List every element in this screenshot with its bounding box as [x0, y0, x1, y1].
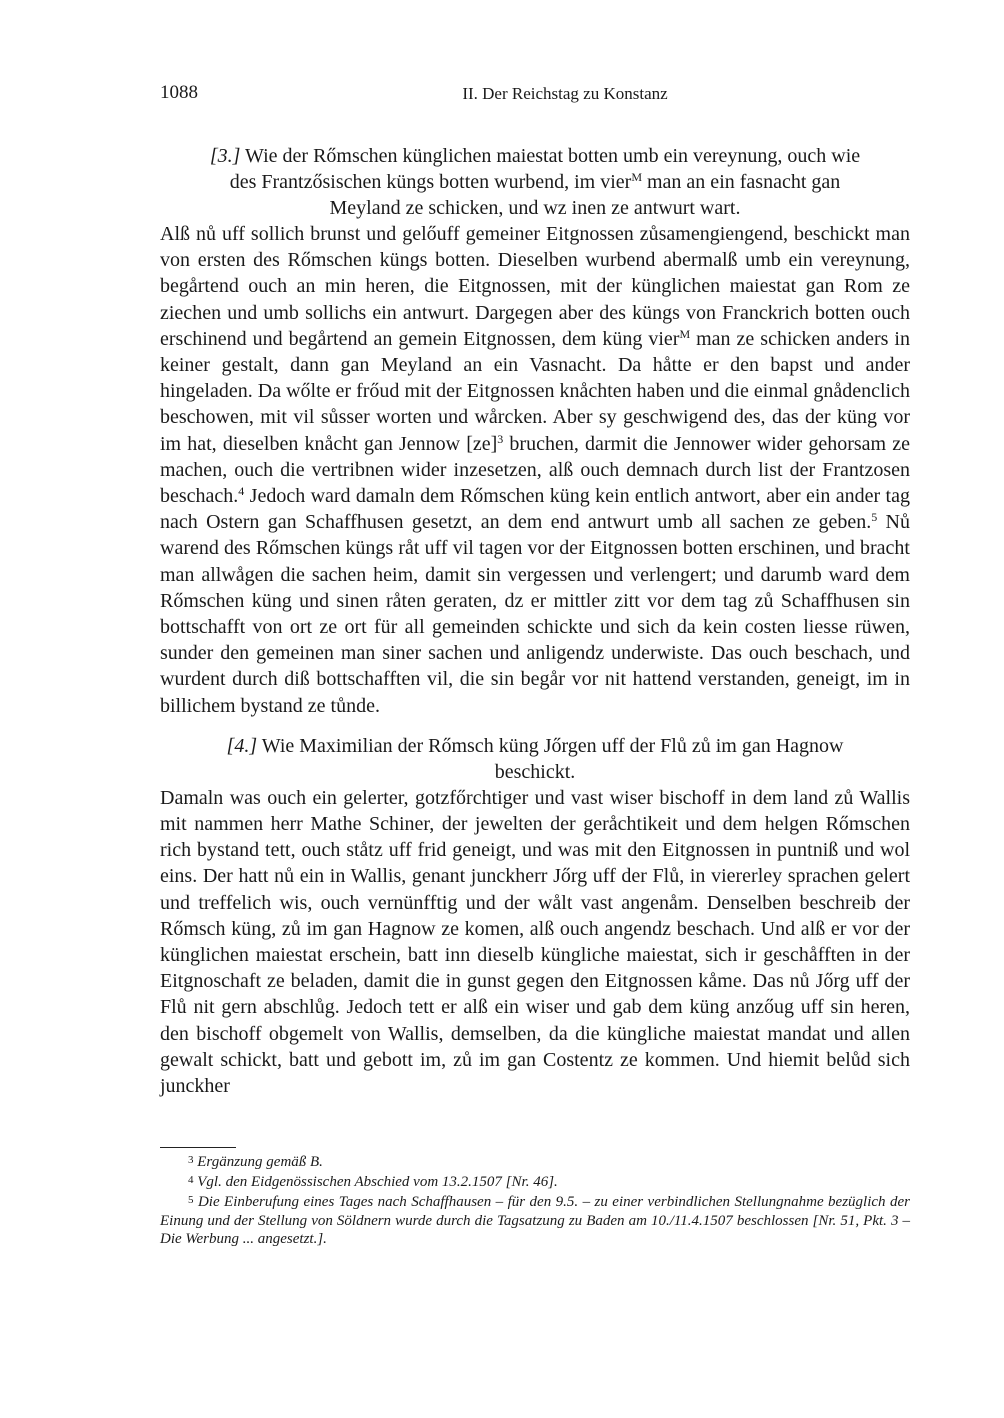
paragraph-text: man ze schicken anders in keiner gestalt, dann gan Meyland an ein Vasnacht. Da håtte er den bapst und ander hingeladen. Da wőlte er frőud mit der Eitgnossen knåchten haben und die einmal gnådenclich beschowen, mit vil sůsser worten und wårcken. Aber sy geschwigend des, das der küng vor im hat, dieselben knåcht gan Jennow [ze]: [160, 327, 910, 455]
footnote-text: Die Einberufung eines Tages nach Schaffhausen – für den 9.5. – zu einer verbindlichen Stellungnahme bezüglich der Einung und der Stellung von Söldnern wurde durch die Tagsatzung zu Baden am 10./11.4.1507 beschlossen [Nr. 51, Pkt. 3 – Die Werbung ... angesetzt.].: [160, 1194, 910, 1247]
footnote: [160, 1191, 910, 1248]
section-number: [4.]: [226, 734, 258, 757]
page-header: [160, 82, 910, 108]
section-gap: [160, 719, 910, 733]
footnote-ref: 5: [871, 510, 878, 525]
footnotes: [160, 1151, 910, 1248]
footnote-rule: [160, 1147, 236, 1148]
page-number: 1088: [160, 82, 198, 103]
section-paragraph-4: Damaln was ouch ein gelerter, gotzfőrchtiger und vast wiser bischoff in dem land zů Wallis mit nammen herr Mathe Schiner, der jewelten der geråchtikeit und dem helgen Rőmschen rich bystand tett, ouch ståtz uff frid geneigt, und was mit den Eitgnossen in puntniß und wol eins. Der hatt nů ein in Wallis, genant junckherr Jőrg uff der Flů, in viererley sprachen gelert und treffelich wis, ouch vernünfftig und der wålt vast angenåm. Denselben beschreib der Rőmsch küng, zů im gan Hagnow ze komen, alß ouch angendz beschach. Und alß er vor der künglichen maiestat erschein, batt inn dieselb küngliche maiestat, sich ir geschåfften in der Eitgnoschaft ze beladen, damit die in gunst gegen den Eitgnossen kåme. Das nů Jőrg uff der Flů nit gern abschlůg. Jedoch tett er alß ein wiser und gab dem küng anzőug uff sin heren, den bischoff obgemelt von Wallis, demselben, da die küngliche maiestat mandat und allen gewalt schickt, batt und gebott im, zů im gan Costentz ze kommen. Und hiemit belůd sich junckher: [160, 786, 910, 1098]
footnote-ref: 4: [238, 484, 245, 499]
footnote-ref: 3: [497, 431, 504, 446]
section-number: [3.]: [209, 145, 241, 167]
main-text: [160, 143, 910, 1099]
section-heading-4: [160, 733, 910, 785]
paragraph-text: bruchen, darmit die Jennower wider gehorsam ze machen, ouch die vertribnen wider inzesetzen, alß ouch demnach durch list der Frantzosen beschach.: [160, 432, 910, 508]
heading-text: Wie Maximilian der Rőmsch küng Jőrgen uff der Flů zů im gan Hagnow beschickt.: [257, 734, 844, 783]
footnote: [160, 1151, 910, 1171]
footnote-text: Ergänzung gemäß B.: [193, 1154, 323, 1170]
footnote-number: 4: [188, 1174, 194, 1187]
section-paragraph-3: [160, 221, 910, 719]
heading-text: man an ein fasnacht gan Meyland ze schicken, und wz inen ze antwurt wart.: [329, 171, 841, 219]
footnote: [160, 1171, 910, 1191]
paragraph-text: Nů warend des Rőmschen küngs råt uff vil tagen vor der Eitgnossen botten erschinen, und bracht man allwågen die sachen heim, damit sin vergessen und verlengert; und darumb ward dem Rőmschen küng und sinen råten geraten, dz er mittler zitt vor dem tag zů Schaffhusen sin bottschafft von ort ze ort für all gemeinden schickte und sich da kein costen liesse rüwen, sunder den gemeinen man siner sachen und anligendz underwiste. Das ouch beschach, und wurdent durch diß bottschafften vil, die sin begår vor nit hattend verstanden, geneigt, im in billichem bystand ze tůnde.: [160, 511, 910, 717]
heading-text: Wie der Rőmschen künglichen maiestat botten umb ein vereynung, ouch wie des Frantzősischen küngs botten wurbend, im vier: [229, 145, 861, 193]
footnote-number: 5: [188, 1194, 194, 1207]
paragraph-text: Alß nů uff sollich brunst und gelőuff gemeiner Eitgnossen zůsamengiengend, beschickt man von ersten des Rőmschen küngs botten. Dieselben wurbend abermalß umb ein vereynung, begårtend ouch an min heren, die Eitgnossen, mit der künglichen maiestat gan Rom ze ziechen und umb sollichs ein antwurt. Dargegen aber des küngs von Franckrich botten ouch erschinend und begårtend an gemein Eitgnossen, dem küng vier: [160, 223, 910, 350]
footnote-text: Vgl. den Eidgenössischen Abschied vom 13.2.1507 [Nr. 46].: [193, 1174, 558, 1191]
footnote-number: 3: [188, 1154, 194, 1166]
section-heading-3: [160, 143, 910, 221]
superscript-mark: M: [679, 326, 691, 341]
paragraph-text: Jedoch ward damaln dem Rőmschen küng kein entlich antwort, aber ein ander tag nach Ostern gan Schaffhusen gesetzt, an dem end antwurt umb all sachen ze geben.: [160, 485, 910, 534]
running-title: II. Der Reichstag zu Konstanz: [462, 84, 668, 103]
footnote-mark: M: [631, 170, 642, 184]
